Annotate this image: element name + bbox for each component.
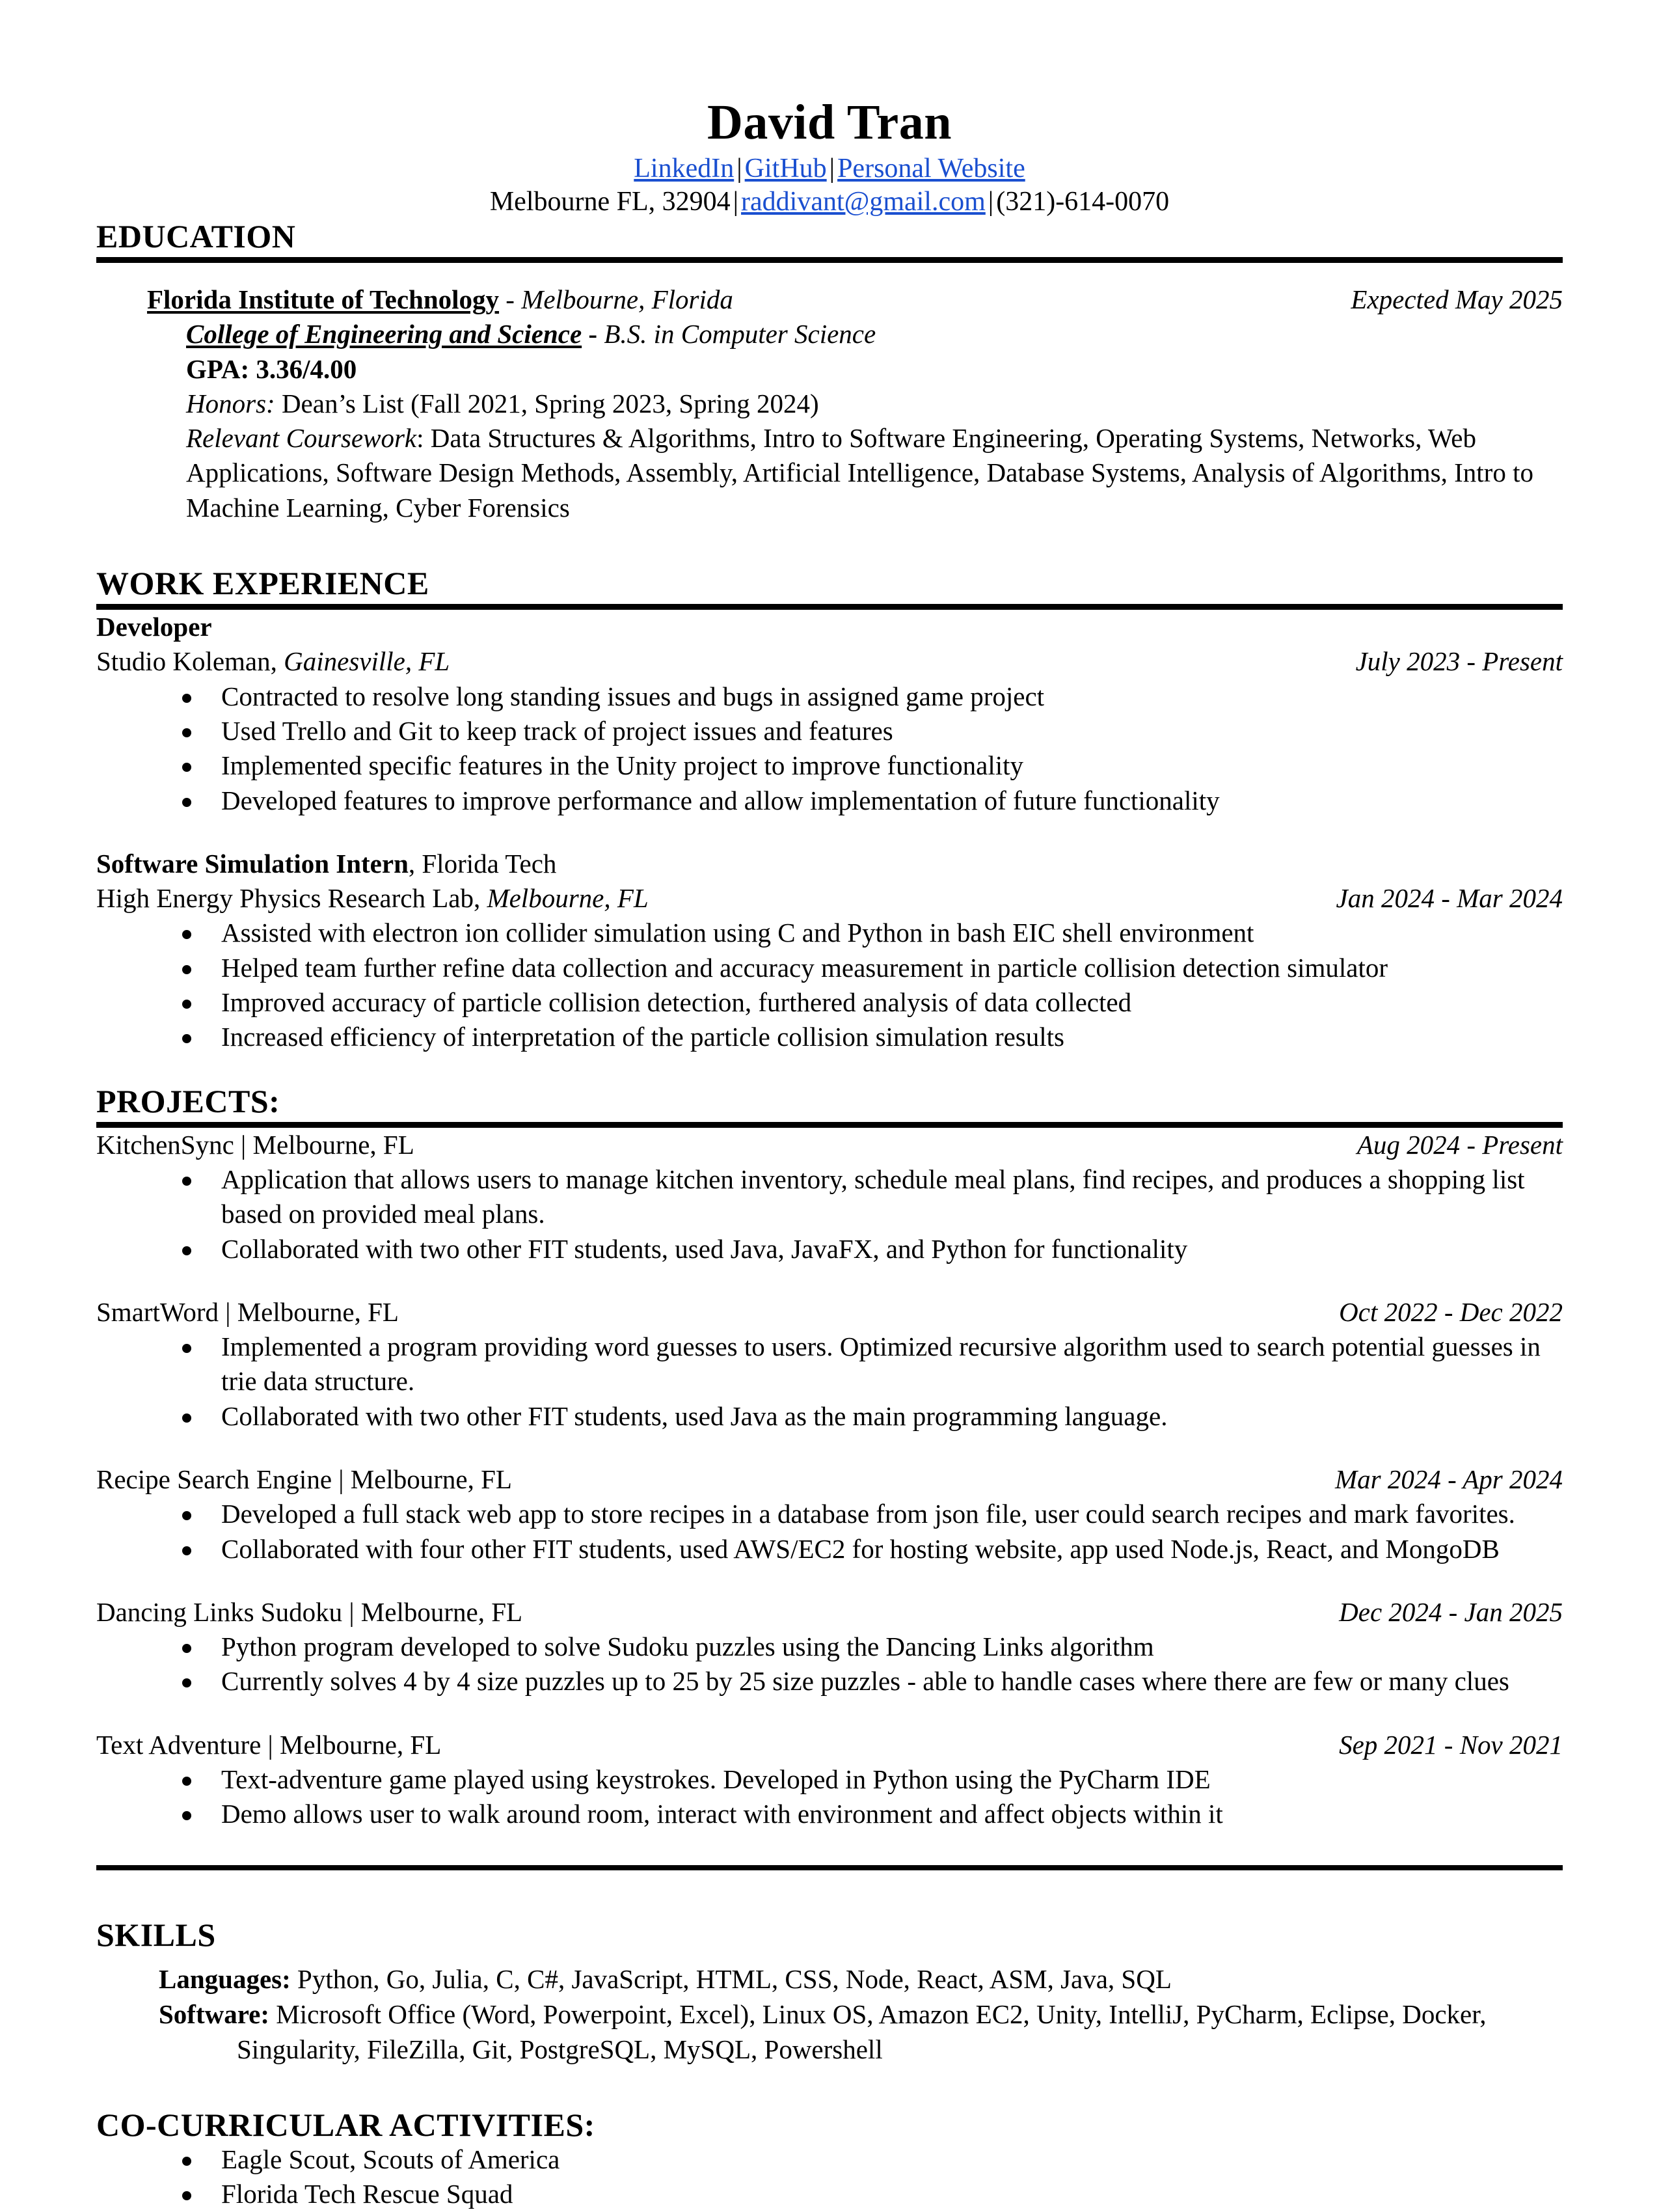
honors-row: [186, 387, 1563, 421]
work-role-row: [96, 847, 1563, 881]
project-entry: [96, 1595, 1563, 1699]
skills-languages-label: Languages:: [159, 1963, 291, 1994]
list-item: Increased efficiency of interpretation of the particle collision simulation results: [168, 1020, 1563, 1054]
profile-links: [96, 152, 1563, 185]
projects-section: [96, 1084, 1563, 1832]
project-bullets: [96, 1762, 1563, 1832]
project-title-row: [96, 1128, 1563, 1162]
contact-separator: |: [988, 186, 994, 217]
degree-text: B.S. in Computer Science: [604, 319, 876, 349]
activities-bullets: [96, 2142, 1563, 2212]
list-item: Application that allows users to manage kitchen inventory, schedule meal plans, find recipes, and produces a shopping list based on provided meal plans.: [168, 1162, 1563, 1232]
list-item: Florida Tech Rescue Squad: [168, 2177, 1563, 2211]
list-item: Demo allows user to walk around room, interact with environment and affect objects within it: [168, 1797, 1563, 1831]
school-name: Florida Institute of Technology: [147, 284, 500, 314]
activities-heading: CO-CURRICULAR ACTIVITIES:: [96, 2107, 595, 2143]
skills-software-label: Software:: [159, 1999, 270, 2029]
work-org-location: Melbourne, FL: [487, 883, 649, 914]
project-name: Text Adventure | Melbourne, FL: [96, 1729, 442, 1760]
education-heading: EDUCATION: [96, 217, 296, 254]
list-item: Used Trello and Git to keep track of project issues and features: [168, 714, 1563, 748]
work-experience-section: [96, 566, 1563, 1055]
project-date: Mar 2024 - Apr 2024: [1334, 1464, 1563, 1494]
project-name: Recipe Search Engine | Melbourne, FL: [96, 1464, 512, 1494]
gpa-label: GPA:: [186, 353, 250, 384]
project-entry: [96, 1728, 1563, 1832]
list-item: Developed features to improve performance and allow implementation of future functionality: [168, 784, 1563, 818]
resume-header: [96, 95, 1563, 219]
list-item: Contracted to resolve long standing issues and bugs in assigned game project: [168, 679, 1563, 714]
list-item: Collaborated with two other FIT students, used Java, JavaFX, and Python for functionality: [168, 1232, 1563, 1266]
project-entry: [96, 1462, 1563, 1566]
work-role-suffix: , Florida Tech: [408, 848, 557, 879]
section-divider: [96, 1865, 1563, 1870]
location-text: Melbourne FL, 32904: [489, 186, 731, 217]
project-bullets: [96, 1630, 1563, 1699]
work-bullets: [96, 679, 1563, 818]
section-divider: [96, 604, 1563, 610]
project-name: KitchenSync | Melbourne, FL: [96, 1129, 414, 1160]
education-date: Expected May 2025: [1351, 284, 1563, 314]
college-name: College of Engineering and Science: [186, 319, 582, 349]
honors-label: Honors:: [186, 388, 275, 418]
section-divider: [96, 257, 1563, 263]
list-item: Implemented a program providing word guesses to users. Optimized recursive algorithm used to search potential guesses in trie data structure.: [168, 1330, 1563, 1399]
list-item: Assisted with electron ion collider simulation using C and Python in bash EIC shell environment: [168, 916, 1563, 950]
project-title-row: [96, 1295, 1563, 1330]
skills-languages-row: [159, 1961, 1563, 1997]
work-org-row: [96, 881, 1563, 916]
work-bullets: [96, 916, 1563, 1054]
github-link[interactable]: GitHub: [744, 153, 827, 184]
list-item: Currently solves 4 by 4 size puzzles up to 25 by 25 size puzzles - able to handle cases where there are few or many clues: [168, 1664, 1563, 1699]
work-entry: [96, 847, 1563, 1055]
project-bullets: [96, 1162, 1563, 1266]
work-org: Studio Koleman,: [96, 646, 284, 677]
project-title-row: [96, 1462, 1563, 1497]
linkedin-link[interactable]: LinkedIn: [634, 153, 735, 184]
work-entry: [96, 610, 1563, 818]
project-title-row: [96, 1595, 1563, 1630]
school-location: Melbourne, Florida: [521, 284, 733, 314]
work-role: Developer: [96, 612, 212, 642]
list-item: Helped team further refine data collection and accuracy measurement in particle collision detection simulator: [168, 951, 1563, 985]
skills-heading: SKILLS: [96, 1916, 216, 1953]
project-date: Dec 2024 - Jan 2025: [1339, 1596, 1563, 1627]
projects-heading: PROJECTS:: [96, 1082, 280, 1119]
education-entry: [147, 282, 1563, 525]
work-org-location: Gainesville, FL: [284, 646, 450, 677]
project-bullets: [96, 1330, 1563, 1434]
link-separator: |: [736, 153, 742, 184]
link-separator: |: [829, 153, 835, 184]
project-title-row: [96, 1728, 1563, 1762]
project-name: SmartWord | Melbourne, FL: [96, 1296, 399, 1327]
section-divider: [96, 1122, 1563, 1128]
list-item: Eagle Scout, Scouts of America: [168, 2142, 1563, 2177]
work-org: High Energy Physics Research Lab,: [96, 883, 487, 914]
candidate-name: David Tran: [707, 95, 952, 150]
list-item: Collaborated with four other FIT students, used AWS/EC2 for hosting website, app used Node.js, React, and MongoDB: [168, 1532, 1563, 1566]
school-sep: -: [499, 284, 522, 314]
skills-languages-value: Python, Go, Julia, C, C#, JavaScript, HTML, CSS, Node, React, ASM, Java, SQL: [290, 1963, 1172, 1994]
list-item: Implemented specific features in the Unity project to improve functionality: [168, 748, 1563, 783]
list-item: Text-adventure game played using keystrokes. Developed in Python using the PyCharm IDE: [168, 1762, 1563, 1797]
contact-separator: |: [733, 186, 739, 217]
project-bullets: [96, 1497, 1563, 1566]
work-role: Software Simulation Intern: [96, 848, 409, 879]
work-experience-heading: WORK EXPERIENCE: [96, 565, 429, 602]
work-date: Jan 2024 - Mar 2024: [1336, 883, 1563, 914]
education-section: [96, 219, 1563, 525]
honors-value: Dean’s List (Fall 2021, Spring 2023, Spring 2024): [275, 388, 819, 418]
college-row: [186, 317, 1563, 351]
coursework-value: : Data Structures & Algorithms, Intro to Software Engineering, Operating Systems, Networks, Web Applications, Software Design Methods, Assembly, Artificial Intelligence, Database Systems, Analysis of Algorithms, Intro to Machine Learning, Cyber Forensics: [186, 423, 1533, 523]
work-date: July 2023 - Present: [1355, 646, 1563, 677]
list-item: Developed a full stack web app to store recipes in a database from json file, user could search recipes and mark favorites.: [168, 1497, 1563, 1531]
email-link[interactable]: raddivant@gmail.com: [741, 186, 986, 217]
college-sep: -: [582, 319, 604, 349]
coursework-label: Relevant Coursework: [186, 423, 417, 454]
project-date: Oct 2022 - Dec 2022: [1339, 1296, 1563, 1327]
gpa-row: [186, 352, 1563, 387]
skills-software-value: Microsoft Office (Word, Powerpoint, Excel), Linux OS, Amazon EC2, Unity, IntelliJ, PyCharm, Eclipse, Docker, Singularity, FileZilla, Git, PostgreSQL, MySQL, Powershell: [237, 1999, 1487, 2064]
school-row: [147, 282, 1563, 317]
list-item: Python program developed to solve Sudoku puzzles using the Dancing Links algorithm: [168, 1630, 1563, 1664]
list-item: Collaborated with two other FIT students, used Java as the main programming language.: [168, 1399, 1563, 1434]
coursework-row: [186, 421, 1563, 525]
skills-software-row: [159, 1997, 1563, 2067]
project-date: Aug 2024 - Present: [1356, 1129, 1563, 1160]
skills-section: [96, 1917, 1563, 2067]
work-org-row: [96, 644, 1563, 679]
project-name: Dancing Links Sudoku | Melbourne, FL: [96, 1596, 523, 1627]
work-role-row: [96, 610, 1563, 644]
project-entry: [96, 1295, 1563, 1434]
gpa-value: 3.36/4.00: [249, 353, 357, 384]
project-date: Sep 2021 - Nov 2021: [1339, 1729, 1563, 1760]
list-item: Improved accuracy of particle collision detection, furthered analysis of data collected: [168, 985, 1563, 1020]
phone-text: (321)-614-0070: [996, 186, 1170, 217]
contact-line: [96, 185, 1563, 219]
project-entry: [96, 1128, 1563, 1266]
activities-section: [96, 2107, 1563, 2212]
personal-website-link[interactable]: Personal Website: [837, 153, 1025, 184]
